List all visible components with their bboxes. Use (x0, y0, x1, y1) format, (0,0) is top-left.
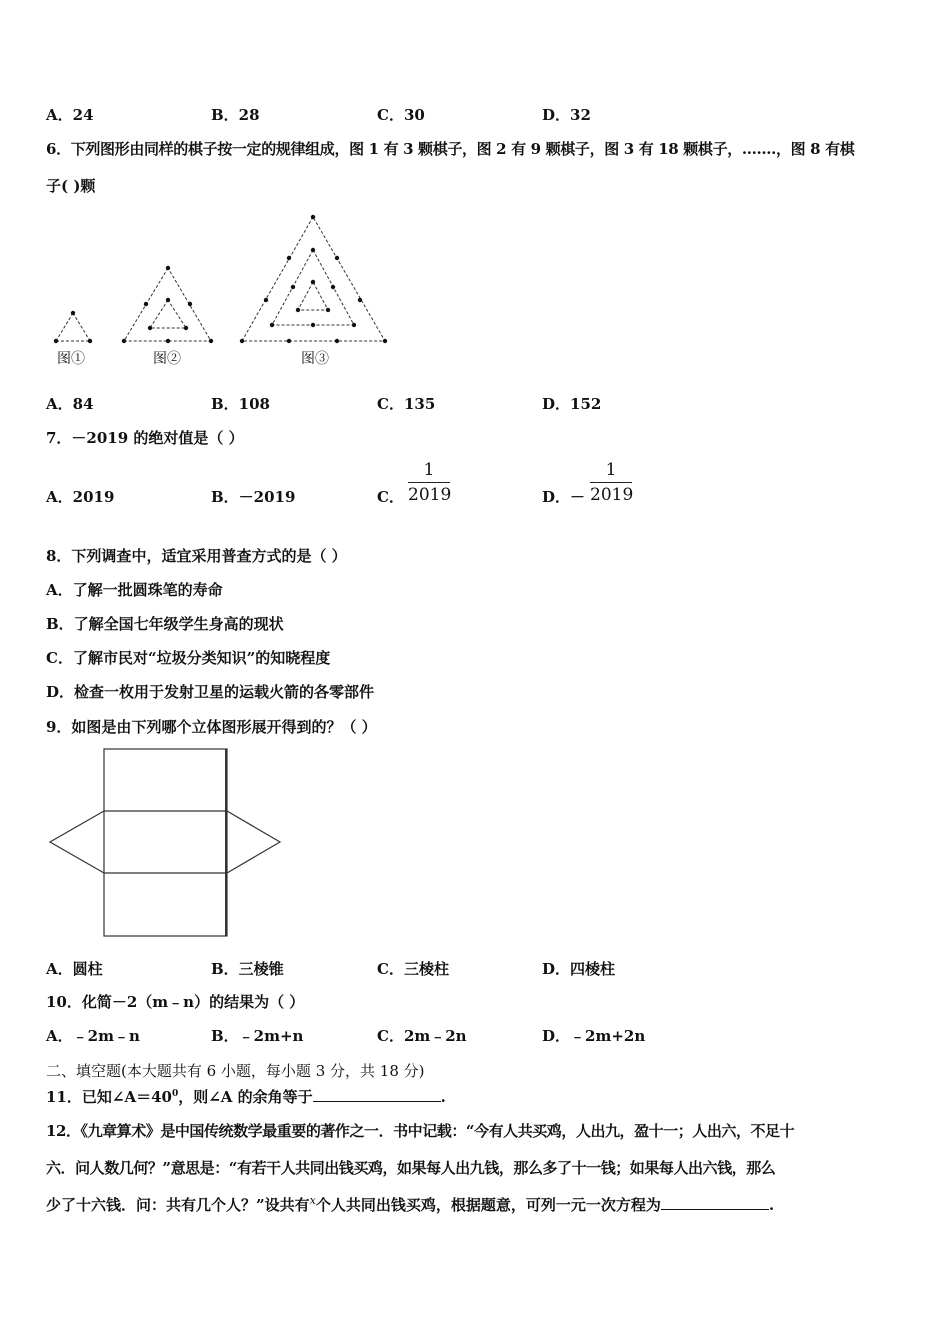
q9-option-c: C．三棱柱 (377, 960, 449, 978)
q6-figure-2 (118, 262, 218, 347)
q6-figure-2-label: 图② (153, 351, 181, 367)
q7-option-a: A．2019 (46, 488, 115, 506)
q12-variable: x (309, 1194, 316, 1207)
q5-option-d: D．32 (542, 106, 591, 124)
q8-stem: 8．下列调查中，适宜采用普查方式的是（ ） (46, 547, 347, 565)
q7-option-d-label: D．－ (542, 488, 586, 506)
q9-option-a: A．圆柱 (46, 960, 103, 978)
q5-option-a: A．24 (46, 106, 94, 124)
q7-option-d-fraction (590, 459, 632, 506)
q12-end: . (768, 1196, 775, 1214)
q9-net-figure (48, 748, 284, 940)
fraction-bar (408, 482, 450, 483)
q7-option-d-denominator: 2019 (590, 485, 634, 505)
q8-option-d: D．检查一枚用于发射卫星的运载火箭的各零部件 (46, 683, 375, 701)
q8-option-c: C．了解市民对“垃圾分类知识”的知晓程度 (46, 649, 331, 667)
q7-option-d-numerator: 1 (605, 460, 617, 480)
q12-answer-blank[interactable] (661, 1209, 769, 1210)
q6-option-a: A．84 (46, 395, 94, 413)
q10-stem: 10．化简－2（m﹣n）的结果为（ ） (46, 993, 305, 1011)
q9-option-d: D．四棱柱 (542, 960, 616, 978)
q7-option-b: B．－2019 (211, 488, 296, 506)
q10-option-c: C．2m﹣2n (377, 1027, 467, 1045)
q11-answer-blank[interactable] (313, 1101, 441, 1102)
q6-option-b: B．108 (211, 395, 270, 413)
q11-stem (46, 1086, 446, 1107)
q6-stem-line1: 6．下列图形由同样的棋子按一定的规律组成，图 1 有 3 颗棋子，图 2 有 9 颗棋子，图 3 有 18 颗棋子，.......，图 8 有棋 (46, 140, 855, 158)
q12-line2: 六．问人数几何？”意思是：“有若干人共同出钱买鸡，如果每人出九钱，那么多了十一钱；如果每人出六钱，那么 (46, 1159, 776, 1177)
q8-option-a: A．了解一批圆珠笔的寿命 (46, 581, 223, 599)
fraction-bar (590, 482, 632, 483)
q5-option-c: C．30 (377, 106, 425, 124)
section2-heading: 二、填空题(本大题共有 6 小题，每小题 3 分，共 18 分) (46, 1062, 425, 1080)
q6-figure-3 (236, 210, 392, 347)
q11-end: . (440, 1088, 446, 1106)
q6-option-d: D．152 (542, 395, 602, 413)
q6-stem-line2: 子( )颗 (46, 177, 96, 195)
q12-line3-a: 少了十六钱．问：共有几个人？”设共有 (46, 1196, 310, 1214)
q11-prefix: 11．已知∠A＝40 (46, 1088, 172, 1106)
q7-option-c-fraction (408, 459, 450, 506)
q7-option-c-label: C． (377, 488, 404, 506)
q10-option-b: B．﹣2m+n (211, 1027, 304, 1045)
q6-option-c: C．135 (377, 395, 436, 413)
q6-figure-1 (50, 305, 96, 350)
q7-option-c-denominator: 2019 (408, 485, 452, 505)
q12-line3-b: 个人共同出钱买鸡，根据题意，可列一元一次方程为 (315, 1196, 661, 1214)
q10-option-a: A．﹣2m﹣n (46, 1027, 140, 1045)
q7-stem: 7．－2019 的绝对值是（ ） (46, 429, 244, 447)
q10-option-d: D．﹣2m+2n (542, 1027, 646, 1045)
q12-line3 (46, 1194, 774, 1215)
q11-suffix: ，则∠A 的余角等于 (178, 1088, 313, 1106)
q12-line1: 12．《九章算术》是中国传统数学最重要的著作之一．书中记载：“今有人共买鸡，人出九，盈十一；人出六，不足十 (46, 1122, 795, 1140)
q9-stem: 9．如图是由下列哪个立体图形展开得到的？（ ） (46, 718, 377, 736)
q6-figure-3-label: 图③ (301, 351, 329, 367)
q6-figure-1-label: 图① (57, 351, 85, 367)
q5-option-b: B．28 (211, 106, 260, 124)
q7-option-c-numerator: 1 (423, 460, 435, 480)
q8-option-b: B．了解全国七年级学生身高的现状 (46, 615, 284, 633)
q11-degree-sup: 0 (171, 1089, 179, 1099)
q9-option-b: B．三棱锥 (211, 960, 284, 978)
